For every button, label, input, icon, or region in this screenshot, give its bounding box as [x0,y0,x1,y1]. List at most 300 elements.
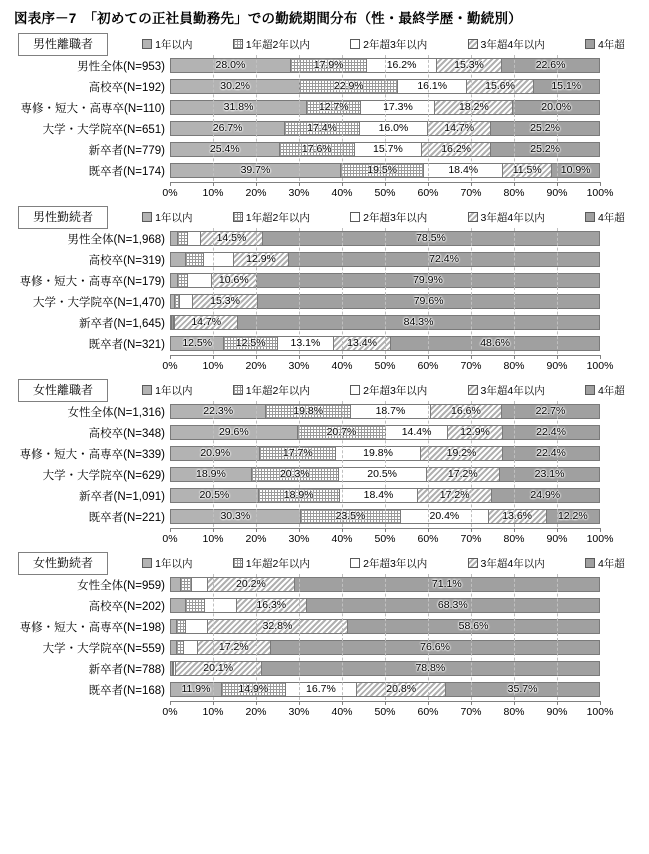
chart-row [0,312,649,333]
stacked-bar[interactable] [170,58,600,73]
axis-spacer [0,701,170,719]
bar-segment[interactable] [492,489,599,502]
x-axis-tick-label: 40% [331,360,353,372]
bar-segment[interactable] [208,620,348,633]
stacked-bar[interactable] [170,446,600,461]
segment-value-label: 17.4% [307,122,337,135]
panel-label: 女性勤続者 [18,552,108,575]
x-axis-tick [600,355,601,359]
category-label: 専修・短大・高専卒(N=339) [19,448,165,461]
chart-panel [0,546,649,719]
bar-segment[interactable] [186,620,208,633]
stacked-bar[interactable] [170,488,600,503]
bar-segment[interactable] [201,232,263,245]
legend-item[interactable] [233,383,310,398]
category-label: 新卒者(N=1,091) [79,490,165,503]
legend-item[interactable] [350,210,427,225]
stacked-bar[interactable] [170,273,600,288]
segment-value-label: 12.9% [460,426,490,439]
legend-label: 1年超2年以内 [245,557,310,570]
x-axis-tick [299,701,300,705]
legend-item[interactable] [142,383,192,398]
legend-swatch-white [350,212,360,222]
chart-panel [0,200,649,373]
segment-value-label: 25.2% [530,122,560,135]
chart-header [0,379,649,401]
segment-value-label: 39.7% [240,164,271,177]
x-axis-tick [557,355,558,359]
axis-spacer [0,528,170,546]
legend-swatch-dotted [233,39,243,49]
bar-segment[interactable] [259,489,340,502]
segment-value-label: 20.4% [429,510,460,523]
bar-segment[interactable] [171,164,341,177]
bar-segment[interactable] [307,101,361,114]
chart-panel [0,373,649,546]
bar-segment[interactable] [258,295,599,308]
bar-segment[interactable] [171,489,259,502]
bar-segment[interactable] [171,143,280,156]
chart-row [0,658,649,679]
bar-segment[interactable] [171,510,301,523]
x-axis-tick [256,182,257,186]
bar-segment[interactable] [428,122,491,135]
x-axis-tick-label: 50% [374,706,396,718]
stacked-bar[interactable] [170,163,600,178]
bar-segment[interactable] [257,274,599,287]
segment-value-label: 15.3% [210,295,240,308]
chart-header [0,552,649,574]
x-axis-tick-label: 70% [460,187,482,199]
bar-segment[interactable] [171,274,178,287]
legend-swatch-dark-gray [585,558,595,568]
bar-segment[interactable] [503,426,599,439]
bar-segment[interactable] [367,59,436,72]
stacked-bar[interactable] [170,336,600,351]
bar-segment[interactable] [552,164,599,177]
bar-segment[interactable] [193,295,258,308]
bar-segment[interactable] [171,80,300,93]
segment-value-label: 20.0% [541,101,572,114]
segment-value-label: 25.4% [209,143,240,156]
category-label: 高校卒(N=202) [88,600,165,613]
bar-segment[interactable] [171,468,252,481]
x-axis-tick [557,182,558,186]
bar-segment[interactable] [180,295,192,308]
legend-label: 3年超4年以内 [480,38,545,51]
bar-segment[interactable] [237,599,307,612]
x-axis-tick-label: 30% [288,360,310,372]
bar-segment[interactable] [171,101,307,114]
bar-segment[interactable] [547,510,599,523]
panel-label: 女性離職者 [18,379,108,402]
legend-item[interactable] [142,37,192,52]
legend-label: 1年以内 [155,557,193,570]
bar-segment[interactable] [171,405,266,418]
bar-segment[interactable] [208,578,294,591]
segment-value-label: 29.6% [218,426,249,439]
stacked-bar[interactable] [170,509,600,524]
legend-item[interactable] [350,556,427,571]
segment-value-label: 22.7% [535,405,566,418]
segment-value-label: 71.1% [431,578,462,591]
x-axis-tick-label: 70% [460,533,482,545]
legend-label: 2年超3年以内 [363,557,428,570]
bar-segment[interactable] [171,59,291,72]
segment-value-label: 30.3% [220,510,251,523]
segment-value-label: 12.7% [318,101,349,114]
bar-segment[interactable] [513,101,599,114]
bar-segment[interactable] [234,253,289,266]
bar-segment[interactable] [401,510,488,523]
bar-segment[interactable] [178,232,188,245]
legend [108,37,649,52]
legend-item[interactable] [585,383,625,398]
category-label: 新卒者(N=1,645) [79,317,165,330]
bar-segment[interactable] [437,59,502,72]
x-axis-tick-label: 80% [503,360,525,372]
panel-label: 男性離職者 [18,33,108,56]
legend-item[interactable] [233,556,310,571]
bar-segment[interactable] [175,316,238,329]
stacked-bar[interactable] [170,598,600,613]
segment-value-label: 16.2% [386,59,417,72]
stacked-bar[interactable] [170,142,600,157]
stacked-bar[interactable] [170,682,600,697]
segment-value-label: 16.1% [417,80,448,93]
bar-segment[interactable] [266,405,351,418]
legend-item[interactable] [585,556,625,571]
legend-item[interactable] [468,383,545,398]
bar-segment[interactable] [188,274,212,287]
chart-header [0,206,649,228]
segment-value-label: 19.5% [367,164,398,177]
chart-header [0,33,649,55]
x-axis-tick-label: 100% [586,360,614,372]
segment-value-label: 10.9% [560,164,591,177]
chart-row [0,228,649,249]
bar-segment[interactable] [176,662,262,675]
bar-segment[interactable] [171,578,181,591]
x-axis-tick [213,701,214,705]
segment-value-label: 12.2% [557,510,588,523]
stacked-bar[interactable] [170,315,600,330]
bar-segment[interactable] [177,641,184,654]
bar-segment[interactable] [341,164,424,177]
chart-row [0,55,649,76]
x-axis-tick [514,701,515,705]
bar-segment[interactable] [491,122,599,135]
stacked-bar[interactable] [170,619,600,634]
category-label: 女性全体(N=959) [77,579,165,592]
segment-value-label: 22.9% [333,80,364,93]
bar-segment[interactable] [171,337,224,350]
legend-item[interactable] [468,210,545,225]
bar-segment[interactable] [212,274,257,287]
legend-swatch-dotted [233,385,243,395]
legend-swatch-dotted [233,558,243,568]
bar-segment[interactable] [286,683,357,696]
stacked-bar[interactable] [170,577,600,592]
x-axis-tick [170,355,171,359]
legend-item[interactable] [468,37,545,52]
x-axis-tick-label: 50% [374,360,396,372]
bar-segment[interactable] [278,337,334,350]
segment-value-label: 17.2% [218,641,249,654]
x-axis-tick-label: 10% [202,360,224,372]
bar-segment[interactable] [222,683,286,696]
bar-segment[interactable] [171,683,222,696]
bar-segment[interactable] [491,143,599,156]
chart-row [0,443,649,464]
legend-item[interactable] [350,383,427,398]
segment-value-label: 15.3% [454,59,484,72]
bar-segment[interactable] [418,489,492,502]
bar-segment[interactable] [448,426,503,439]
bar-segment[interactable] [184,641,198,654]
bar-segment[interactable] [262,662,599,675]
segment-value-label: 22.4% [536,426,566,439]
x-axis-tick-label: 30% [288,187,310,199]
segment-value-label: 20.7% [326,426,357,439]
legend-label: 1年以内 [155,38,193,51]
bar-segment[interactable] [192,578,208,591]
x-axis-tick-label: 90% [546,360,568,372]
bar-segment[interactable] [489,510,547,523]
category-label: 女性全体(N=1,316) [67,406,165,419]
chart-row [0,637,649,658]
bar-segment[interactable] [188,232,201,245]
bar-segment[interactable] [177,620,186,633]
bar-segment[interactable] [391,337,599,350]
bar-segment[interactable] [181,578,193,591]
x-axis-tick [385,182,386,186]
bar-segment[interactable] [502,405,599,418]
stacked-bar[interactable] [170,231,600,246]
x-axis-tick [600,701,601,705]
bar-segment[interactable] [178,274,187,287]
chart-row [0,401,649,422]
bar-segment[interactable] [205,599,237,612]
bar-segment[interactable] [446,683,599,696]
bar-segment[interactable] [398,80,467,93]
stacked-bar[interactable] [170,467,600,482]
stacked-bar[interactable] [170,252,600,267]
chart-row [0,595,649,616]
stacked-bar[interactable] [170,79,600,94]
x-axis-tick-label: 20% [245,360,267,372]
legend-item[interactable] [350,37,427,52]
bar-segment[interactable] [300,80,398,93]
legend-item[interactable] [233,37,310,52]
bar-segment[interactable] [534,80,599,93]
stacked-bar[interactable] [170,425,600,440]
x-axis-tick-label: 30% [288,533,310,545]
bar-segment[interactable] [186,599,205,612]
x-axis-tick [342,182,343,186]
legend-swatch-dark-gray [585,39,595,49]
segment-value-label: 17.2% [447,468,478,481]
bar-rows [0,574,649,700]
segment-value-label: 18.9% [283,489,314,502]
bar-segment[interactable] [431,405,502,418]
stacked-bar[interactable] [170,121,600,136]
x-axis-tick [514,355,515,359]
x-axis-tick [213,528,214,532]
bar-segment[interactable] [422,143,491,156]
bar-segment[interactable] [298,426,387,439]
bar-segment[interactable] [467,80,534,93]
legend-label: 1年超2年以内 [245,211,310,224]
stacked-bar[interactable] [170,661,600,676]
bar-segment[interactable] [171,426,298,439]
segment-value-label: 16.0% [378,122,409,135]
legend-item[interactable] [585,210,625,225]
bar-rows [0,228,649,354]
bar-segment[interactable] [289,253,599,266]
bar-segment[interactable] [285,122,359,135]
legend-swatch-hatched [468,39,478,49]
bar-segment[interactable] [186,253,205,266]
chart-row [0,160,649,181]
stacked-bar[interactable] [170,294,600,309]
x-axis-tick-label: 60% [417,533,439,545]
x-axis-tick [600,182,601,186]
x-axis-tick [600,528,601,532]
bar-segment[interactable] [224,337,277,350]
bar-segment[interactable] [427,468,501,481]
bar-segment[interactable] [307,599,599,612]
bar-segment[interactable] [334,337,391,350]
chart-row [0,679,649,700]
category-label: 大学・大学院卒(N=629) [42,469,165,482]
bar-segment[interactable] [171,599,186,612]
bar-segment[interactable] [198,641,272,654]
x-axis-tick [471,355,472,359]
bar-segment[interactable] [204,253,234,266]
bar-segment[interactable] [339,468,427,481]
bar-segment[interactable] [263,232,599,245]
bar-segment[interactable] [503,164,552,177]
bar-segment[interactable] [386,426,448,439]
x-axis-tick-label: 90% [546,187,568,199]
bar-segment[interactable] [260,447,336,460]
segment-value-label: 18.9% [196,468,226,481]
bar-segment[interactable] [271,641,599,654]
segment-value-label: 14.5% [216,232,247,245]
x-axis [0,701,649,719]
chart-row [0,291,649,312]
segment-value-label: 78.8% [415,662,446,675]
bar-segment[interactable] [238,316,599,329]
x-axis-tick-label: 80% [503,533,525,545]
bar-segment[interactable] [503,447,599,460]
bar-segment[interactable] [171,253,186,266]
x-axis-tick [170,701,171,705]
legend-label: 1年超2年以内 [245,384,310,397]
x-axis-tick [557,528,558,532]
bar-segment[interactable] [348,620,599,633]
segment-value-label: 19.2% [446,447,477,460]
segment-value-label: 11.9% [181,683,211,696]
bar-segment[interactable] [280,143,355,156]
bar-segment[interactable] [291,59,368,72]
x-axis-tick-label: 0% [162,533,178,545]
segment-value-label: 14.7% [444,122,475,135]
segment-value-label: 18.2% [459,101,489,114]
category-label: 男性全体(N=953) [77,60,165,73]
bar-segment[interactable] [355,143,422,156]
category-label: 大学・大学院卒(N=1,470) [33,296,165,309]
bar-segment[interactable] [500,468,599,481]
bar-segment[interactable] [360,122,428,135]
x-axis-tick [299,182,300,186]
bar-segment[interactable] [357,683,446,696]
bar-segment[interactable] [351,405,431,418]
bar-segment[interactable] [435,101,513,114]
bar-segment[interactable] [361,101,435,114]
x-axis-tick [256,528,257,532]
bar-segment[interactable] [171,122,285,135]
bar-segment[interactable] [171,232,178,245]
bar-segment[interactable] [171,447,260,460]
category-label: 既卒者(N=221) [88,511,165,524]
stacked-bar[interactable] [170,100,600,115]
x-axis-tick-label: 40% [331,706,353,718]
legend-swatch-white [350,385,360,395]
segment-value-label: 16.2% [441,143,471,156]
stacked-bar[interactable] [170,404,600,419]
chart-row [0,485,649,506]
x-axis-tick [428,182,429,186]
segment-value-label: 17.7% [282,447,313,460]
legend-item[interactable] [585,37,625,52]
x-axis-tick [170,182,171,186]
category-label: 高校卒(N=348) [88,427,165,440]
x-axis-tick-label: 60% [417,706,439,718]
segment-value-label: 79.6% [413,295,444,308]
legend-item[interactable] [233,210,310,225]
chart-row [0,76,649,97]
chart-row [0,616,649,637]
segment-value-label: 35.7% [507,683,538,696]
x-axis-tick [385,701,386,705]
legend-item[interactable] [142,556,192,571]
bar-segment[interactable] [301,510,402,523]
x-axis-tick-label: 70% [460,360,482,372]
segment-value-label: 16.6% [451,405,481,418]
bar-segment[interactable] [336,447,421,460]
bar-segment[interactable] [340,489,419,502]
x-axis-tick-label: 40% [331,533,353,545]
legend-item[interactable] [468,556,545,571]
bar-segment[interactable] [295,578,599,591]
bar-segment[interactable] [424,164,503,177]
bar-segment[interactable] [252,468,339,481]
stacked-bar[interactable] [170,640,600,655]
legend-label: 4年超 [597,38,625,51]
charts-container [0,27,649,719]
bar-segment[interactable] [502,59,599,72]
legend-item[interactable] [142,210,192,225]
segment-value-label: 12.5% [235,337,266,350]
chart-panel [0,27,649,200]
x-axis-tick-label: 90% [546,533,568,545]
bar-segment[interactable] [421,447,503,460]
x-axis-tick-label: 100% [586,533,614,545]
segment-value-label: 11.5% [512,164,542,177]
axis-line-wrap [162,182,614,200]
